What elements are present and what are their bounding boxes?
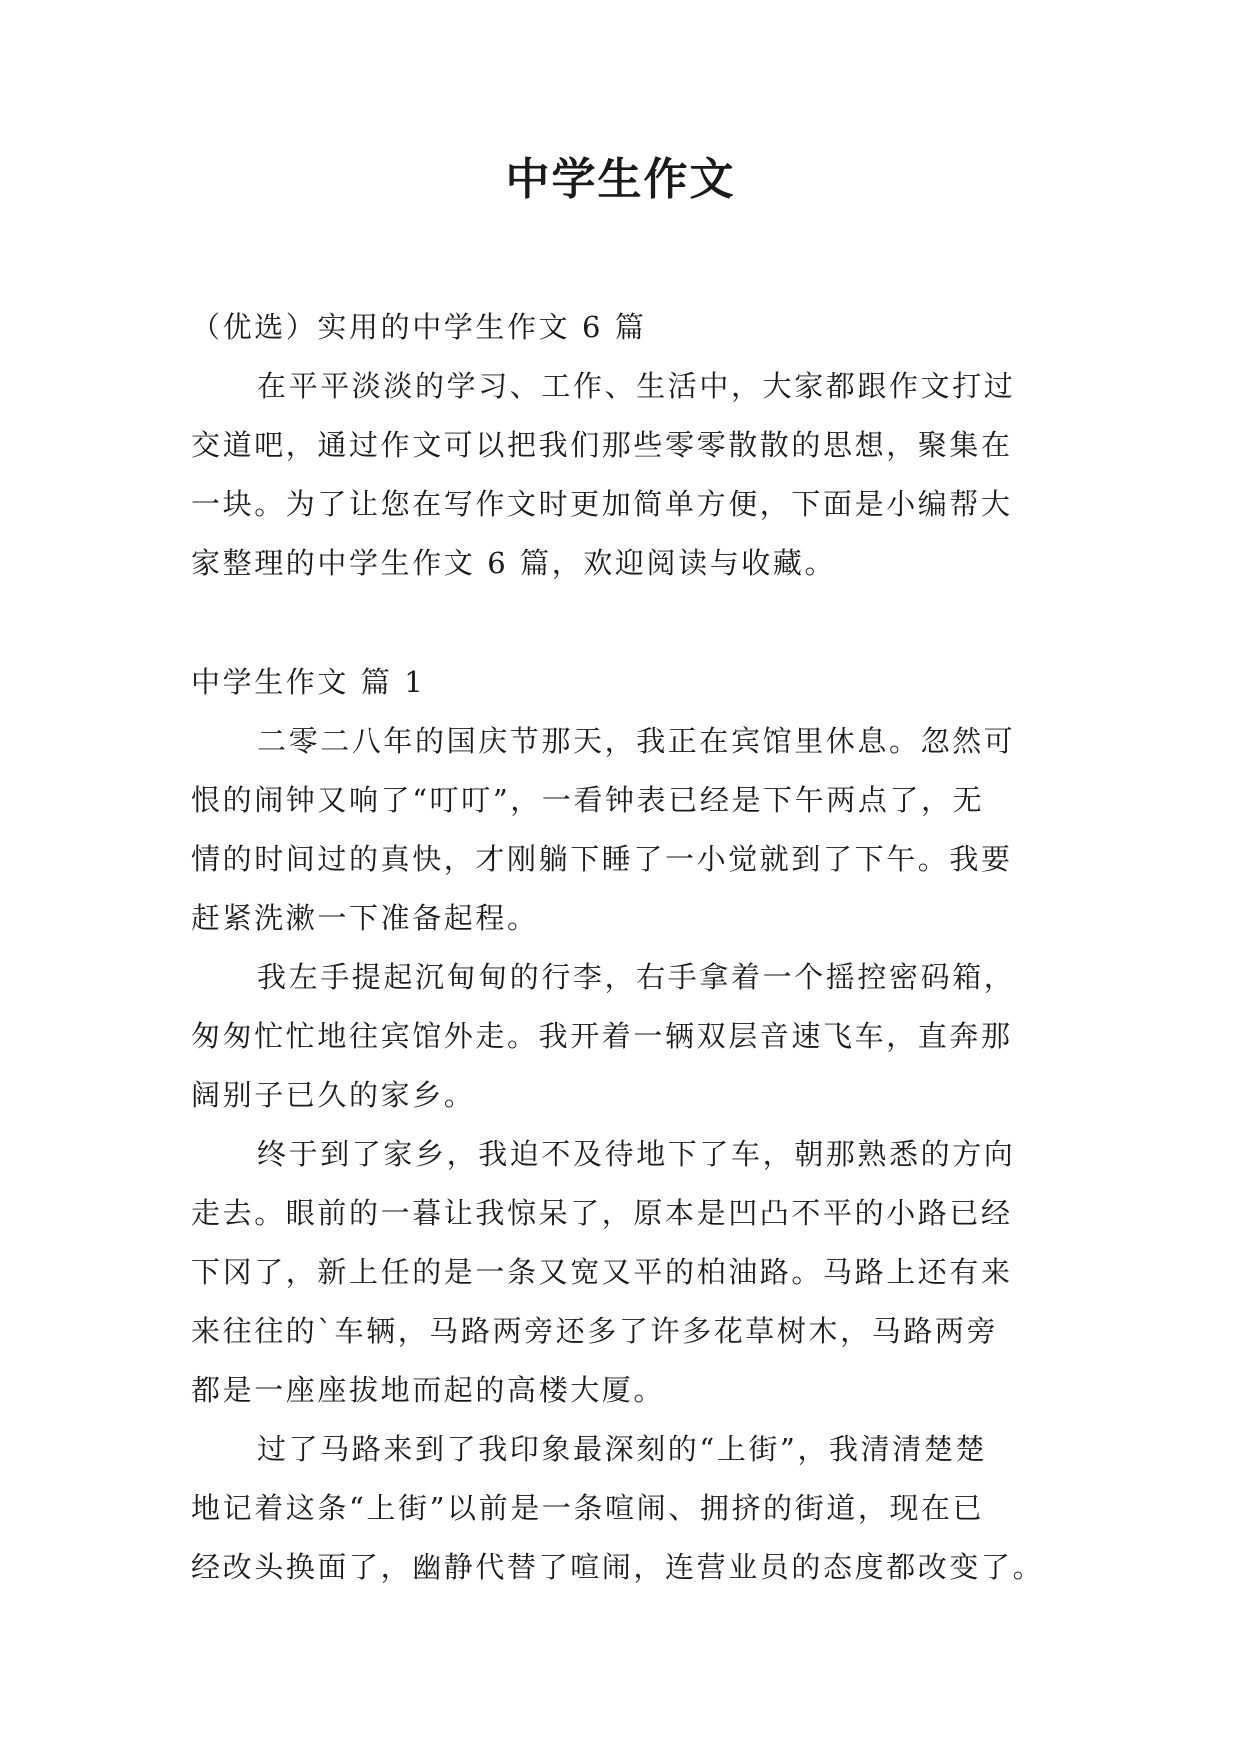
section-spacer (191, 593, 1051, 653)
paragraph-4 (191, 1420, 1051, 1597)
text-line: 来往往的`车辆，马路两旁还多了许多花草树木，马路两旁 (191, 1314, 999, 1348)
text-line: 交道吧，通过作文可以把我们那些零零散散的思想，聚集在 (191, 428, 1013, 462)
document-subtitle: （优选）实用的中学生作文 6 篇 (191, 310, 647, 344)
text-line: 在平平淡淡的学习、工作、生活中，大家都跟作文打过 (257, 369, 1016, 403)
text-line: 经改头换面了，幽静代替了喧闹，连营业员的态度都改变了。 (191, 1550, 1045, 1584)
paragraph-1 (191, 712, 1051, 948)
text-line: 过了马路来到了我印象最深刻的“上街”，我清清楚楚 (257, 1432, 988, 1466)
section-heading: 中学生作文 篇 1 (191, 665, 426, 699)
paragraph-3 (191, 1125, 1051, 1420)
text-line: 家整理的中学生作文 6 篇，欢迎阅读与收藏。 (191, 546, 837, 580)
text-line: 地记着这条“上街”以前是一条喧闹、拥挤的街道，现在已 (191, 1491, 985, 1525)
text-line: 赶紧洗漱一下准备起程。 (191, 901, 539, 935)
text-line: 二零二八年的国庆节那天，我正在宾馆里休息。忽然可 (257, 724, 1016, 758)
text-line: 匆匆忙忙地往宾馆外走。我开着一辆双层音速飞车，直奔那 (191, 1019, 1013, 1053)
text-line: 恨的闹钟又响了“叮叮”，一看钟表已经是下午两点了，无 (191, 783, 985, 817)
text-line: 情的时间过的真快，才刚躺下睡了一小觉就到了下午。我要 (191, 842, 1013, 876)
intro-paragraph (191, 357, 1051, 593)
text-line: 下冈了，新上任的是一条又宽又平的柏油路。马路上还有来 (191, 1255, 1013, 1289)
text-line: 走去。眼前的一暮让我惊呆了，原本是凹凸不平的小路已经 (191, 1196, 1013, 1230)
text-line: 我左手提起沉甸甸的行李，右手拿着一个摇控密码箱， (257, 960, 1016, 994)
document-body (191, 298, 1051, 1597)
text-line: 都是一座座拔地而起的高楼大厦。 (191, 1373, 666, 1407)
page-title: 中学生作文 (505, 154, 736, 205)
text-line: 终于到了家乡，我迫不及待地下了车，朝那熟悉的方向 (257, 1137, 1016, 1171)
text-line: 阔别子已久的家乡。 (191, 1078, 476, 1112)
text-line: 一块。为了让您在写作文时更加简单方便，下面是小编帮大 (191, 487, 1013, 521)
paragraph-2 (191, 948, 1051, 1125)
